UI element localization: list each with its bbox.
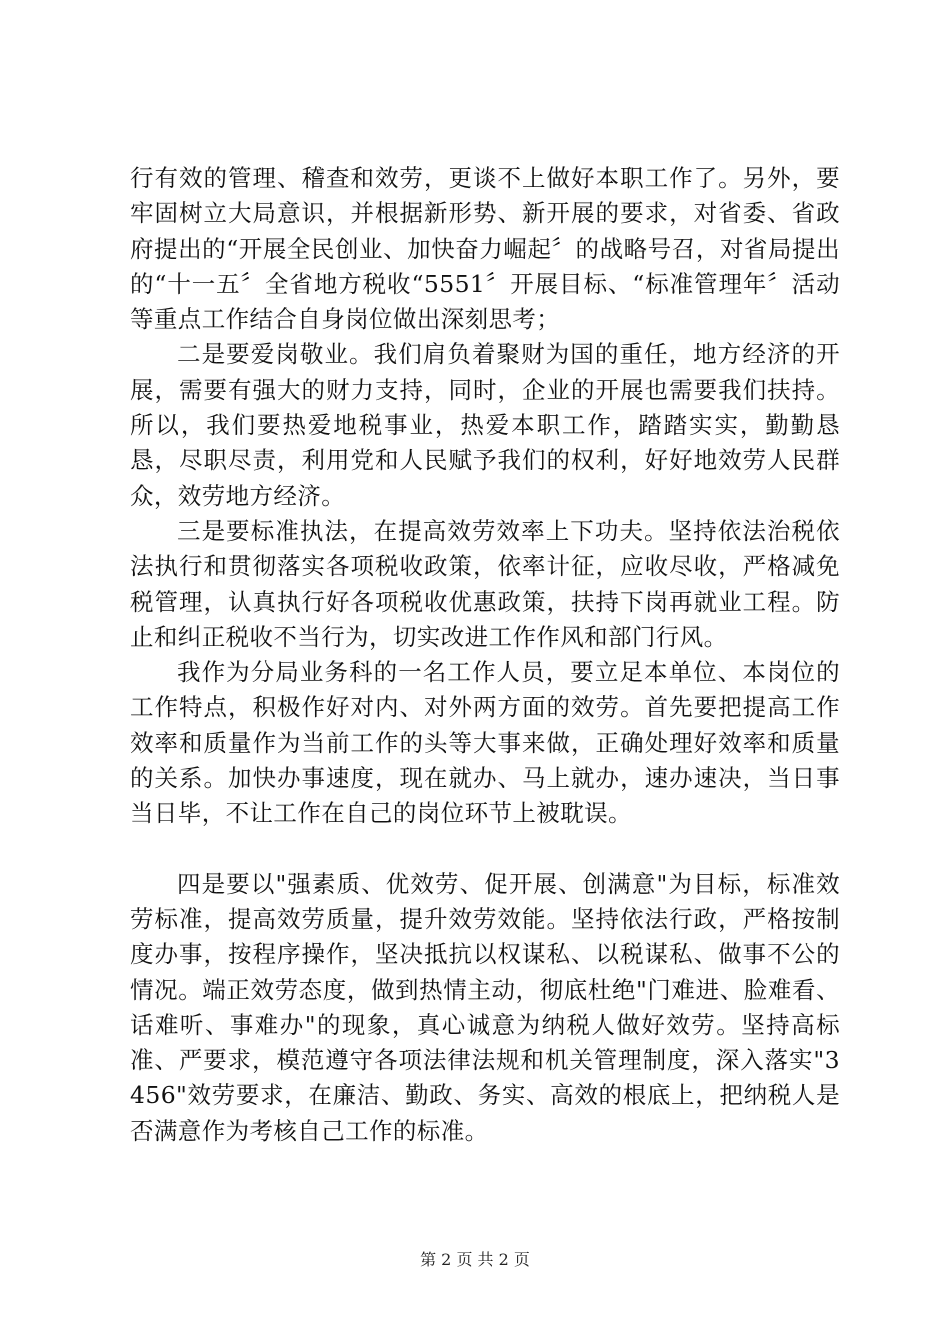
paragraph-personal-role: 我作为分局业务科的一名工作人员，要立足本单位、本岗位的工作特点，积极作好对内、对外两方面的效劳。首先要把提高工作效率和质量作为当前工作的头等大事来做，正确处理好效率和质量的关系。加快办事速度，现在就办、马上就办，速办速决，当日事当日毕，不让工作在自己的岗位环节上被耽误。 bbox=[130, 658, 840, 828]
document-body bbox=[130, 161, 840, 1149]
paragraph-law-enforcement: 三是要标准执法，在提高效劳效率上下功夫。坚持依法治税依法执行和贯彻落实各项税收政策，依率计征，应收尽收，严格减免税管理，认真执行好各项税收优惠政策，扶持下岗再就业工程。防止和纠正税收不当行为，切实改进工作作风和部门行风。 bbox=[130, 516, 840, 651]
paragraph-dedication: 二是要爱岗敬业。我们肩负着聚财为国的重任，地方经济的开展，需要有强大的财力支持，同时，企业的开展也需要我们扶持。所以，我们要热爱地税事业，热爱本职工作，踏踏实实，勤勤恳恳，尽职尽责，利用党和人民赋予我们的权利，好好地效劳人民群众，效劳地方经济。 bbox=[130, 340, 840, 510]
page-number-footer: 第 2 页 共 2 页 bbox=[420, 1250, 530, 1269]
paragraph-continuation: 行有效的管理、稽查和效劳，更谈不上做好本职工作了。另外，要牢固树立大局意识，并根据新形势、新开展的要求，对省委、省政府提出的“开展全民创业、加快奋力崛起〞的战略号召，对省局提出的“十一五〞全省地方税收“5551〞开展目标、“标准管理年〞活动等重点工作结合自身岗位做出深刻思考； bbox=[130, 164, 840, 334]
paragraph-service-goals: 四是要以"强素质、优效劳、促开展、创满意"为目标，标准效劳标准，提高效劳质量，提升效劳效能。坚持依法行政，严格按制度办事，按程序操作，坚决抵抗以权谋私、以税谋私、做事不公的情况。端正效劳态度，做到热情主动，彻底杜绝"门难进、脸难看、话难听、事难办"的现象，真心诚意为纳税人做好效劳。坚持高标准、严要求，模范遵守各项法律法规和机关管理制度，深入落实"3456"效劳要求，在廉洁、勤政、务实、高效的根底上，把纳税人是否满意作为考核自己工作的标准。 bbox=[130, 869, 840, 1145]
